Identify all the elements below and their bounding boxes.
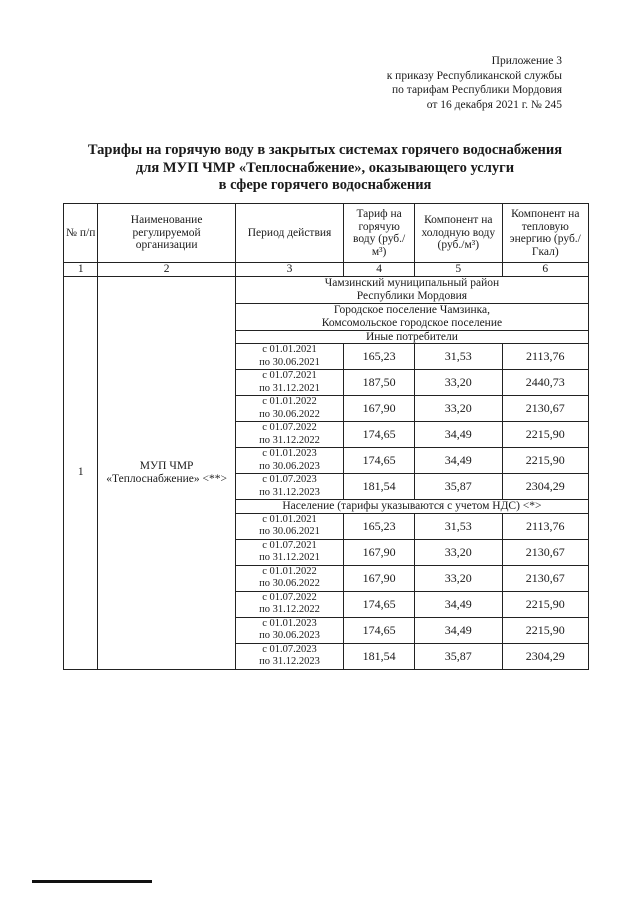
period-cell [235,396,343,422]
appendix-line: по тарифам Республики Мордовия [392,84,562,96]
tariff-value: 187,50 [344,370,415,396]
group-label-other: Иные потребители [235,330,588,344]
period-to: по 30.06.2023 [259,630,320,641]
title-line: для МУП ЧМР «Теплоснабжение», оказывающего услуги [135,159,515,176]
row-index: 1 [64,276,98,669]
tariff-value: 174,65 [344,448,415,474]
cold-component-value: 35,87 [415,474,503,500]
heat-component-value: 2215,90 [502,591,588,617]
cold-component-value: 33,20 [415,565,503,591]
period-cell [235,591,343,617]
tariff-value: 174,65 [344,617,415,643]
cold-component-value: 34,49 [415,422,503,448]
period-to: по 31.12.2021 [259,552,320,563]
period-cell [235,344,343,370]
appendix-header [387,54,562,112]
appendix-line: к приказу Республиканской службы [386,69,562,82]
heat-component-value: 2113,76 [502,344,588,370]
document-title [60,142,590,195]
period-from: с 01.01.2023 [262,617,317,629]
district-row [64,276,589,303]
tariff-table [63,203,589,670]
cold-component-value: 33,20 [415,539,503,565]
period-cell [235,617,343,643]
district-line: Республики Мордовия [356,289,468,302]
period-from: с 01.01.2022 [262,565,317,577]
cold-component-value: 34,49 [415,448,503,474]
cold-component-value: 34,49 [415,617,503,643]
heat-component-value: 2440,73 [502,370,588,396]
period-cell [235,370,343,396]
header-tariff: Тариф на горячую воду (руб./м³) [344,204,415,263]
heat-component-value: 2113,76 [502,513,588,539]
tariff-value: 181,54 [344,474,415,500]
column-number: 3 [235,263,343,277]
column-number-row [64,263,589,277]
heat-component-value: 2130,67 [502,396,588,422]
period-cell [235,448,343,474]
period-to: по 31.12.2023 [259,656,320,667]
period-from: с 01.01.2023 [262,448,317,459]
period-from: с 01.07.2023 [262,474,317,485]
heat-component-value: 2304,29 [502,474,588,500]
period-cell [235,643,343,669]
cold-component-value: 33,20 [415,396,503,422]
cold-component-value: 34,49 [415,591,503,617]
column-number: 2 [98,263,236,277]
group-label-population: Население (тарифы указываются с учетом НДС) <*> [235,500,588,514]
heat-component-value: 2215,90 [502,448,588,474]
tariff-value: 167,90 [344,565,415,591]
period-from: с 01.07.2023 [262,643,317,655]
period-to: по 31.12.2022 [259,434,320,446]
period-cell [235,513,343,539]
period-to: по 30.06.2021 [259,526,320,537]
column-number: 5 [415,263,503,277]
period-from: с 01.07.2022 [262,591,317,603]
settlement-line: Городское поселение Чамзинка, [333,304,491,316]
period-to: по 30.06.2023 [259,460,320,472]
period-cell [235,422,343,448]
period-cell [235,539,343,565]
period-cell [235,565,343,591]
heat-component-value: 2130,67 [502,565,588,591]
cold-component-value: 31,53 [415,513,503,539]
header-heat-component: Компонент на тепловую энергию (руб./Гкал) [502,204,588,263]
period-from: с 01.07.2022 [262,422,317,433]
heat-component-value: 2215,90 [502,617,588,643]
title-line: в сфере горячего водоснабжения [218,177,432,193]
column-number: 4 [344,263,415,277]
period-to: по 30.06.2022 [259,408,320,420]
tariff-value: 167,90 [344,396,415,422]
appendix-line: Приложение 3 [491,55,562,67]
footer-rule [32,880,152,883]
appendix-line: от 16 декабря 2021 г. № 245 [426,98,562,111]
settlement-line: Комсомольское городское поселение [321,316,503,329]
period-to: по 31.12.2023 [259,486,320,498]
tariff-value: 174,65 [344,422,415,448]
district-line: Чамзинский муниципальный район [324,277,500,289]
period-from: с 01.07.2021 [262,370,317,381]
title-line: Тарифы на горячую воду в закрытых системах горячего водоснабжения [87,142,563,158]
period-to: по 30.06.2022 [259,578,320,589]
tariff-value: 165,23 [344,513,415,539]
column-number: 1 [64,263,98,277]
settlement-name [235,303,588,330]
period-to: по 31.12.2021 [259,382,320,394]
period-from: с 01.01.2021 [262,344,317,355]
period-to: по 30.06.2021 [259,356,320,368]
header-row [64,204,589,263]
header-org: Наименование регулируемой организации [98,204,236,263]
cold-component-value: 31,53 [415,344,503,370]
tariff-value: 181,54 [344,643,415,669]
tariff-value: 165,23 [344,344,415,370]
header-period: Период действия [235,204,343,263]
column-number: 6 [502,263,588,277]
header-cold-component: Компонент на холодную воду (руб./м³) [415,204,503,263]
district-name [235,276,588,303]
period-from: с 01.01.2022 [262,396,317,407]
cold-component-value: 35,87 [415,643,503,669]
period-to: по 31.12.2022 [259,604,320,615]
period-cell [235,474,343,500]
organization-name: МУП ЧМР «Теплоснабжение» <**> [98,276,236,669]
heat-component-value: 2304,29 [502,643,588,669]
header-num: № п/п [64,204,98,263]
tariff-value: 174,65 [344,591,415,617]
heat-component-value: 2130,67 [502,539,588,565]
period-from: с 01.01.2021 [262,513,317,525]
cold-component-value: 33,20 [415,370,503,396]
tariff-value: 167,90 [344,539,415,565]
heat-component-value: 2215,90 [502,422,588,448]
period-from: с 01.07.2021 [262,539,317,551]
